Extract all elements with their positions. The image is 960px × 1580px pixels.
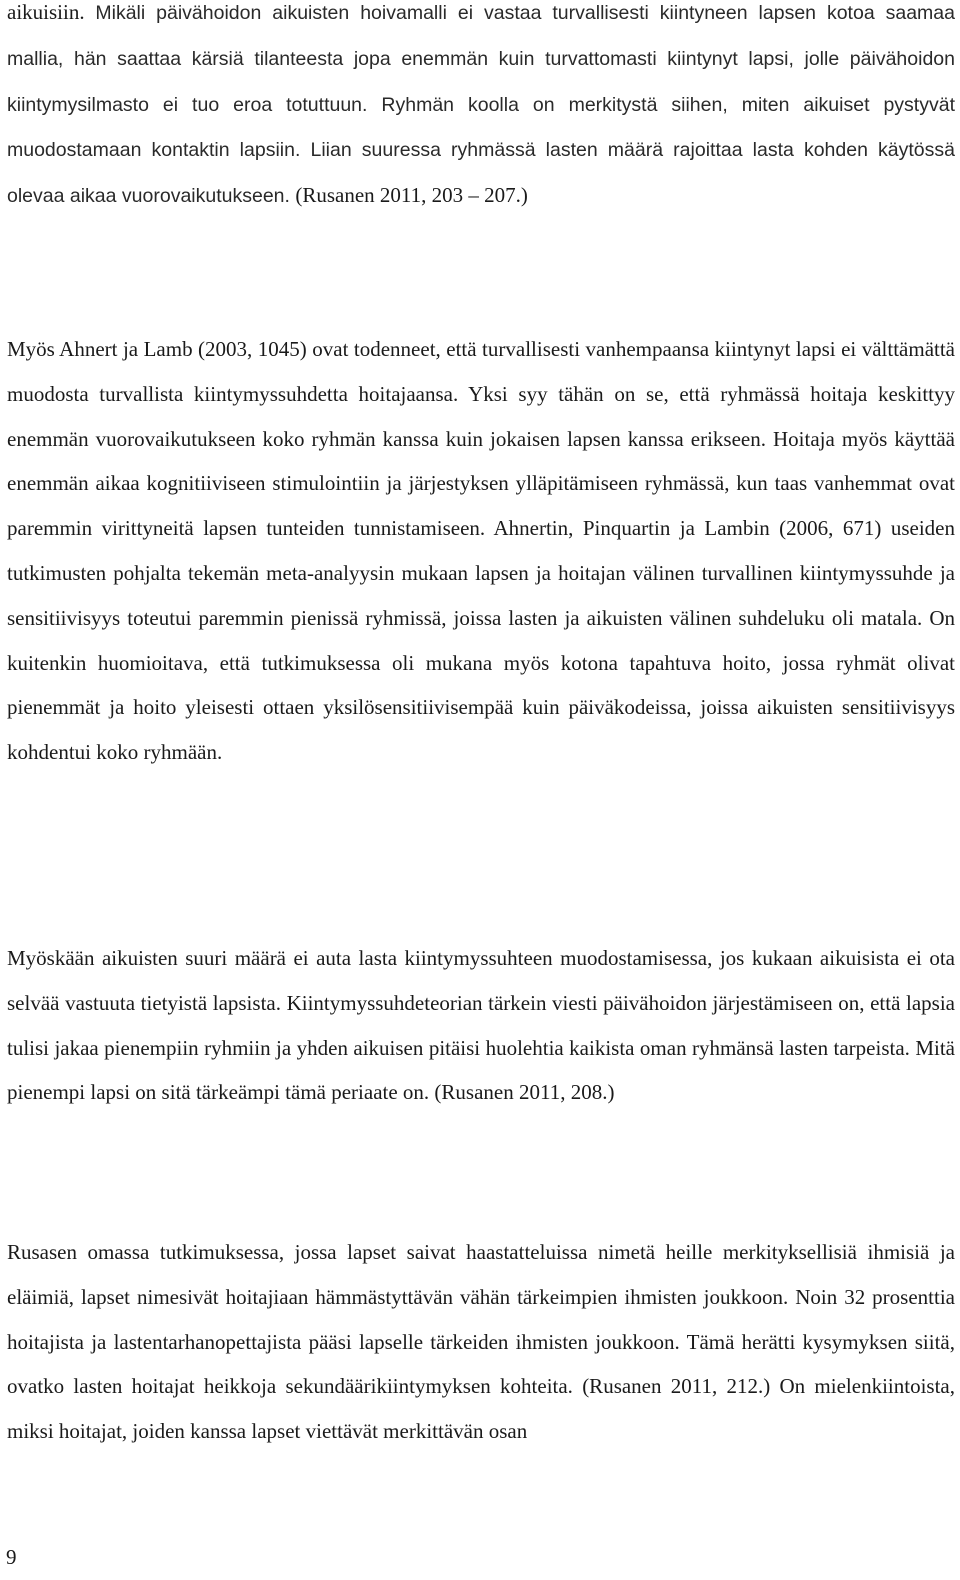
paragraph-1-lead: aikuisiin. — [7, 0, 96, 24]
paragraph-1-body: Mikäli päivähoidon aikuisten hoivamalli ei vastaa turvallisesti kiintyneen lapsen kotoa saamaa mallia, hän saattaa kärsiä tilanteesta jopa enemmän kuin turvattomasti kiintynyt lapsi, jolle päivähoidon kiintymysilmasto ei tuo eroa totuttuun. Ryhmän koolla on merkitystä siihen, miten aikuiset pystyvät muodostamaan kontaktin lapsiin. Liian suuressa ryhmässä lasten määrä rajoittaa lasta kohden käytössä olevaa aikaa vuorovaikutukseen. — [7, 2, 955, 208]
paragraph-1-citation: (Rusanen 2011, 203 – 207.) — [295, 183, 528, 208]
page-number: 9 — [6, 1545, 17, 1569]
paragraph-2: Myös Ahnert ja Lamb (2003, 1045) ovat todenneet, että turvallisesti vanhempaansa kiintynyt lapsi ei välttämättä muodosta turvallista kiintymyssuhdetta hoitajaansa. Yksi syy tähän on se, että ryhmässä hoitaja keskittyy enemmän vuorovaikutukseen koko ryhmän kanssa kuin jokaisen lapsen kanssa erikseen. Hoitaja myös käyttää enemmän aikaa kognitiiviseen stimulointiin ja järjestyksen ylläpitämiseen ryhmässä, kun taas vanhemmat ovat paremmin virittyneitä lapsen tunteiden tunnistamiseen. Ahnertin, Pinquartin ja Lambin (2006, 671) useiden tutkimusten pohjalta tekemän meta-analyysin mukaan lapsen ja hoitajan välinen turvallinen kiintymyssuhde ja sensitiivisyys toteutui paremmin pienissä ryhmissä, joissa lasten ja aikuisten välinen suhdeluku oli matala. On kuitenkin huomioitava, että tutkimuksessa oli mukana myös kotona tapahtuva hoito, jossa ryhmät olivat pienemmät ja hoito yleisesti ottaen yksilösensitiivisempää kuin päiväkodeissa, joissa aikuisten sensitiivisyys kohdentui koko ryhmään. — [7, 337, 955, 765]
paragraph-1 — [7, 0, 955, 219]
paragraph-3: Myöskään aikuisten suuri määrä ei auta lasta kiintymyssuhteen muodostamisessa, jos kukaan aikuisista ei ota selvää vastuuta tietyistä lapsista. Kiintymyssuhdeteorian tärkein viesti päivähoidon järjestämiseen on, että lapsia tulisi jakaa pienempiin ryhmiin ja yhden aikuisen pitäisi huolehtia kaikista oman ryhmänsä lasten tarpeista. Mitä pienempi lapsi on sitä tärkeämpi tämä periaate on. (Rusanen 2011, 208.) — [7, 946, 955, 1105]
paragraph-4: Rusasen omassa tutkimuksessa, jossa lapset saivat haastatteluissa nimetä heille merkityksellisiä ihmisiä ja eläimiä, lapset nimesivät hoitajiaan hämmästyttävän vähän tärkeimpien ihmisten joukkoon. Noin 32 prosenttia hoitajista ja lastentarhanopettajista pääsi lapselle tärkeiden ihmisten joukkoon. Tämä herätti kysymyksen siitä, ovatko lasten hoitajat heikkoja sekundäärikiintymyksen kohteita. (Rusanen 2011, 212.) On mielenkiintoista, miksi hoitajat, joiden kanssa lapset viettävät merkittävän osan — [7, 1240, 955, 1444]
